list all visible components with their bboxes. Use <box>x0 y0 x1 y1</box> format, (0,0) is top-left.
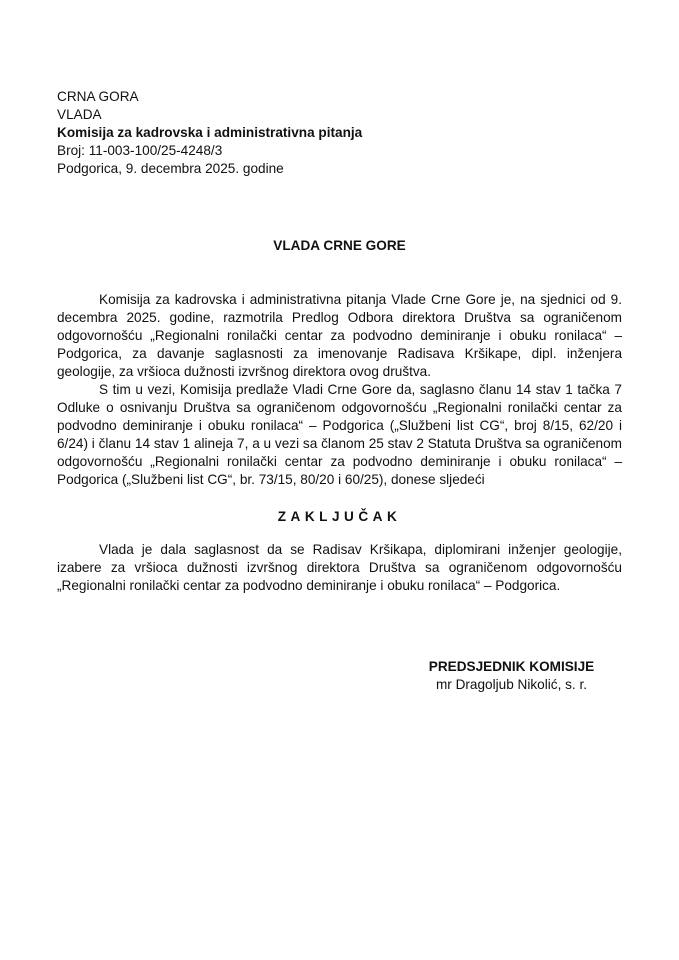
conclusion-paragraph: Vlada je dala saglasnost da se Radisav Kršikapa, diplomirani inženjer geologije, izabere za vršioca dužnosti izvršnog direktora Društva sa ograničenom odgovornošću „Regionalni ronilački centar za podvodno deminiranje i obuku ronilaca“ – Podgorica. <box>57 542 622 593</box>
intro-section <box>57 291 622 489</box>
government-name: VLADA <box>57 107 102 122</box>
signature-name: mr Dragoljub Nikolić, s. r. <box>435 677 588 692</box>
document-header <box>57 88 362 178</box>
conclusion-section <box>57 541 622 595</box>
document-number: Broj: 11-003-100/25-4248/3 <box>57 143 223 158</box>
commission-name: Komisija za kadrovska i administrativna pitanja <box>57 125 363 140</box>
conclusion-title: ZAKLJUČAK <box>277 509 402 524</box>
country-name: CRNA GORA <box>57 89 139 104</box>
signature-role: PREDSJEDNIK KOMISIJE <box>428 659 595 674</box>
place-date: Podgorica, 9. decembra 2025. godine <box>57 161 284 176</box>
intro-paragraph-2: S tim u vezi, Komisija predlaže Vladi Crne Gore da, saglasno članu 14 stav 1 tačka 7 Odluke o osnivanju Društva sa ograničenom odgovornošću „Regionalni ronilački centar za podvodno deminiranje i obuku ronilaca“ – Podgorica („Službeni list CG“, broj 8/15, 62/20 i 6/24) i članu 14 stav 1 alineja 7, a u vezi sa članom 25 stav 2 Statuta Društva sa ograničenom odgovornošću „Regionalni ronilački centar za podvodno deminiranje i obuku ronilaca“ – Podgorica („Službeni list CG“, br. 73/15, 80/20 i 60/25), donese sljedeći <box>57 382 622 487</box>
signature-block <box>408 658 615 694</box>
addressee-title: VLADA CRNE GORE <box>273 238 406 253</box>
intro-paragraph-1: Komisija za kadrovska i administrativna pitanja Vlade Crne Gore je, na sjednici od 9. decembra 2025. godine, razmotrila Predlog Odbora direktora Društva sa ograničenom odgovornošću „Regionalni ronilački centar za podvodno deminiranje i obuku ronilaca“ – Podgorica, za davanje saglasnosti za imenovanje Radisava Kršikape, dipl. inženjera geologije, za vršioca dužnosti izvršnog direktora ovog društva. <box>57 292 622 379</box>
